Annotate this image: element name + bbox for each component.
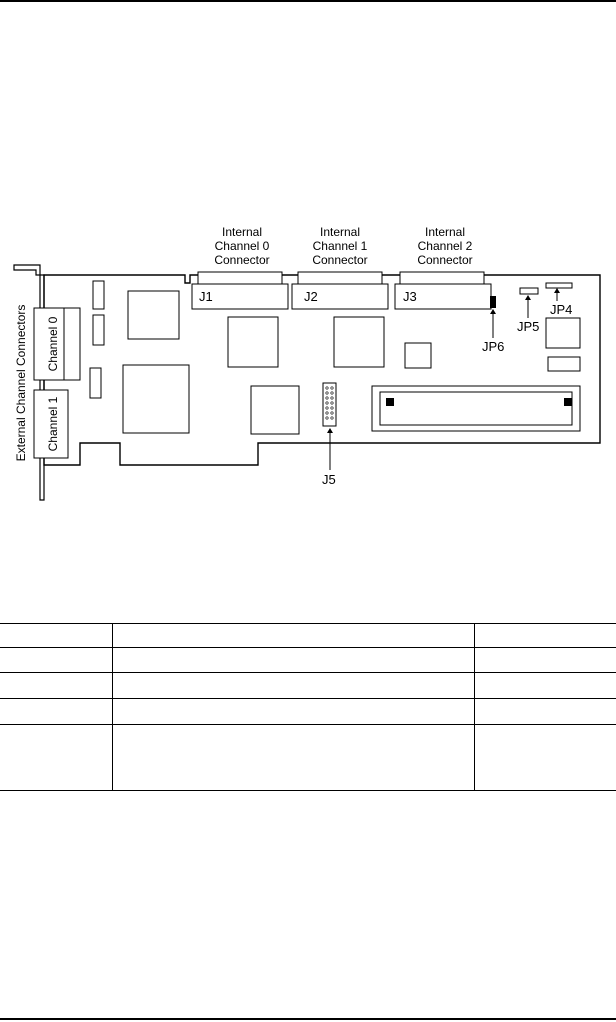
chip-5 [251,386,299,434]
header-j5 [323,383,336,426]
svg-text:Connector: Connector [312,253,368,267]
component-right-small [548,357,580,371]
j5-label: J5 [322,472,336,487]
svg-text:Channel 1: Channel 1 [312,239,368,253]
table-row [0,725,616,791]
jp6-label: JP6 [482,339,505,354]
chip-1 [128,291,179,339]
svg-text:J3: J3 [403,289,417,304]
svg-text:Channel 2: Channel 2 [417,239,473,253]
jumper-jp6 [490,296,496,308]
internal-channel-2-label [417,225,472,267]
table-row [0,624,616,648]
svg-text:Connector: Connector [417,253,473,267]
channel-0-label: Channel 0 [46,316,60,372]
table-row [0,673,616,699]
svg-text:J2: J2 [304,289,318,304]
jumper-jp4 [546,283,572,288]
table-row [0,699,616,725]
svg-text:Connector: Connector [214,253,270,267]
jp5-label: JP5 [517,319,540,334]
chip-6 [405,343,431,368]
svg-text:Internal: Internal [319,225,361,239]
svg-text:J1: J1 [199,289,213,304]
component-small-1 [93,281,104,309]
svg-text:Channel 0: Channel 0 [214,239,270,253]
spec-table [0,623,616,791]
internal-channel-1-label [312,225,367,267]
memory-slot [372,386,580,431]
internal-channel-0-label [214,225,269,267]
svg-text:Internal: Internal [221,225,263,239]
component-small-2 [93,315,104,345]
table-row [0,648,616,673]
chip-2 [123,365,189,433]
svg-text:Internal: Internal [424,225,466,239]
jumper-jp5 [520,288,538,294]
chip-3 [228,317,278,367]
channel-1-label: Channel 1 [46,396,60,452]
jp4-label: JP4 [550,302,573,317]
chip-4 [334,317,384,367]
component-small-3 [90,368,101,398]
chip-7 [546,318,580,348]
external-channel-connectors-label: External Channel Connectors [14,304,28,462]
bottom-rule [0,1018,616,1020]
